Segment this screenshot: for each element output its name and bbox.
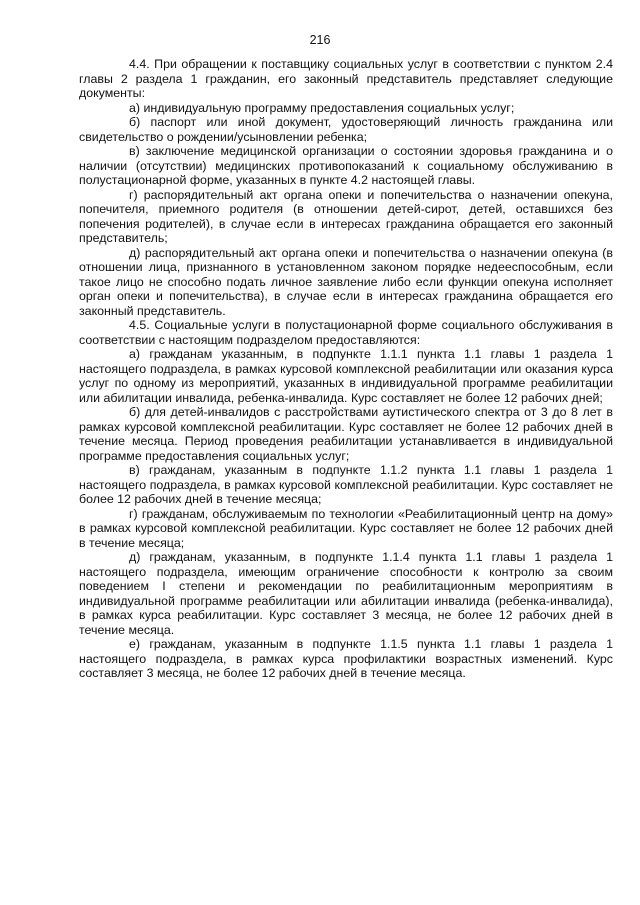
paragraph-item-a: а) индивидуальную программу предоставления социальных услуг;: [129, 100, 515, 115]
paragraph-item-d: д) распорядительный акт органа опеки и попечительства о назначении опекуна (в отношении лица, признанного в установленном законом порядке недееспособным, если такое лицо не способно подать личное заявление либо если функции опекуна исполняет орган опеки и попечительства), в случае если в интересах гражданина обращается его законный представитель.: [79, 245, 613, 318]
paragraph-4-5-item-b: б) для детей-инвалидов с расстройствами аутистического спектра от 3 до 8 лет в рамках курсовой комплексной реабилитации. Курс составляет не более 12 рабочих дней в течение месяца. Период проведения реабилитации устанавливается в индивидуальной программе предоставления социальных услуг;: [79, 405, 613, 463]
paragraph-4-5: 4.5. Социальные услуги в полустационарной форме социального обслуживания в соответствии с настоящим подразделом предоставляются:: [79, 318, 613, 347]
paragraph-4-5-item-a: а) гражданам указанным, в подпункте 1.1.1 пункта 1.1 главы 1 раздела 1 настоящего подраздела, в рамках курсовой комплексной реабилитации или оказания курса услуг по одному из мероприятий, указанных в индивидуальной программе реабилитации или абилитации инвалида, ребенка-инвалида. Курс составляет не более 12 рабочих дней;: [79, 347, 613, 405]
paragraph-item-b: б) паспорт или иной документ, удостоверяющий личность гражданина или свидетельство о рождении/усыновлении ребенка;: [79, 115, 613, 144]
paragraph-4-5-item-e: е) гражданам, указанным в подпункте 1.1.5 пункта 1.1 главы 1 раздела 1 настоящего подраздела, в рамках курса профилактики возрастных изменений. Курс составляет 3 месяца, не более 12 рабочих дней в течение месяца.: [79, 637, 613, 680]
document-body: [79, 57, 613, 681]
paragraph-4-5-item-g: г) гражданам, обслуживаемым по технологии «Реабилитационный центр на дому» в рамках курсовой комплексной реабилитации. Курс составляет не более 12 рабочих дней в течение месяца;: [79, 506, 613, 550]
paragraph-item-v: в) заключение медицинской организации о состоянии здоровья гражданина и о наличии (отсутствии) медицинских противопоказаний к социальному обслуживанию в полустационарной форме, указанных в пункте 4.2 настоящей главы.: [79, 144, 613, 187]
paragraph-4-5-item-v: в) гражданам, указанным в подпункте 1.1.2 пункта 1.1 главы 1 раздела 1 настоящего подраздела, в рамках курсовой комплексной реабилитации. Курс составляет не более 12 рабочих дней в течение месяца;: [79, 463, 613, 506]
paragraph-4-5-item-d: д) гражданам, указанным, в подпункте 1.1.4 пункта 1.1 главы 1 раздела 1 настоящего подраздела, имеющим ограничение способности к контролю за своим поведением I степени и рекомендации по реабилитационным мероприятиям в индивидуальной программе реабилитации или абилитации инвалида (ребенка-инвалида), в рамках курса реабилитации. Курс составляет 3 месяца, не более 12 рабочих дней в течение месяца.: [79, 550, 613, 637]
paragraph-4-4: 4.4. При обращении к поставщику социальных услуг в соответствии с пунктом 2.4 главы 2 раздела 1 гражданин, его законный представитель представляет следующие документы:: [79, 57, 613, 100]
paragraph-item-g: г) распорядительный акт органа опеки и попечительства о назначении опекуна, попечителя, приемного родителя (в отношении детей-сирот, детей, оставшихся без попечения родителей), в случае если в интересах гражданина обращается его законный представитель;: [79, 187, 613, 245]
page-number: 216: [309, 33, 331, 47]
